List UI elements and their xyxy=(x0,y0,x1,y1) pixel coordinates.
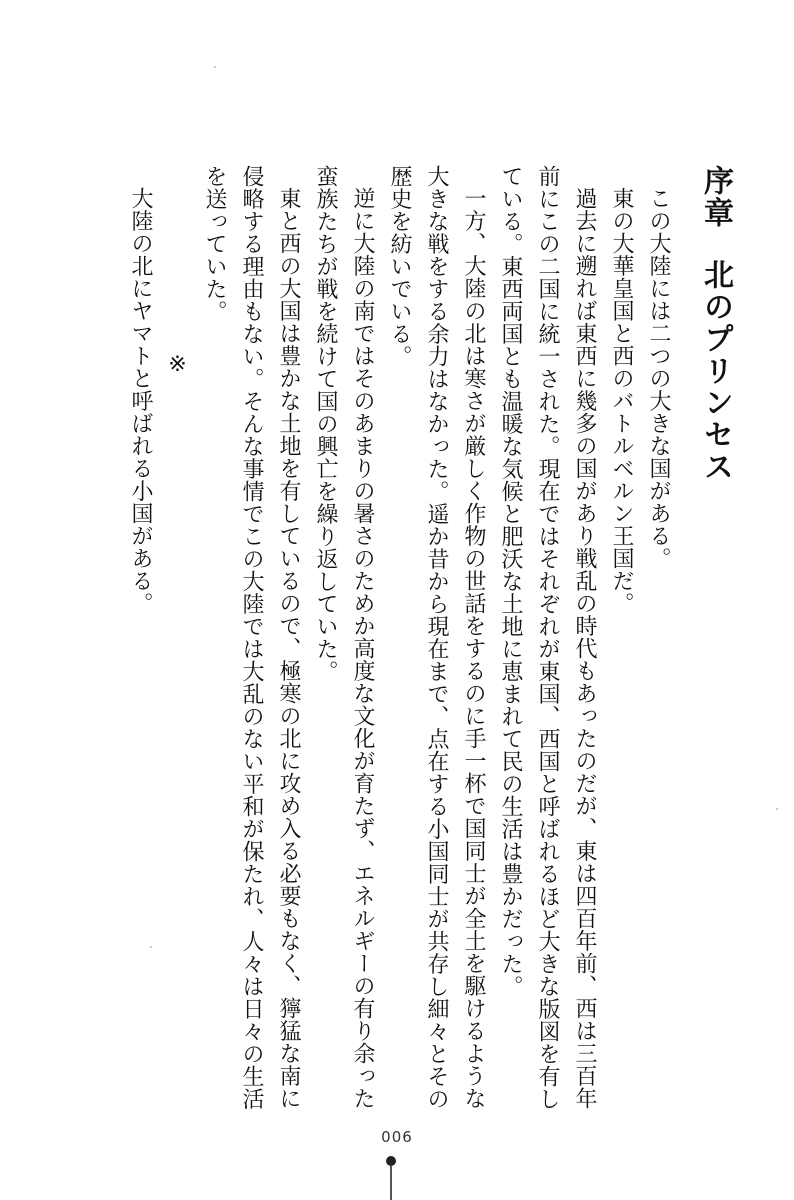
chapter-heading xyxy=(697,165,734,1125)
paragraph: 大陸の北にヤマトと呼ばれる小国がある。 xyxy=(128,187,153,615)
paragraph: この大陸には二つの大きな国がある。 xyxy=(646,187,671,570)
chapter-label: 序章 xyxy=(698,165,733,229)
paragraph: 過去に遡れば東西に幾多の国があり戦乱の時代もあったのだが、東は四百年前、西は三百年前にこの二国に統一された。現在ではそれぞれが東国、西国と呼ばれるほど大きな版図を有している。東西両国とも温暖な気候と肥沃な土地に恵まれて民の生活は豊かだった。 xyxy=(498,165,597,1110)
paper-speck xyxy=(776,808,778,810)
section-separator: ※ xyxy=(165,352,190,378)
paragraph: 東の大華皇国と西のバトルベルン王国だ。 xyxy=(609,187,634,615)
paragraph: 東と西の大国は豊かな土地を有しているので、極寒の北に攻め入る必要もなく、獰猛な南に侵略する理由もない。そんな事情でこの大陸では大乱のない平和が保たれ、人々は日々の生活を送っていた。 xyxy=(202,165,301,1110)
page-marker-line xyxy=(390,1166,392,1200)
paper-speck xyxy=(214,66,216,68)
vertical-text-block xyxy=(122,165,734,1125)
page-number: 006 xyxy=(381,1128,413,1146)
paragraph: 逆に大陸の南ではそのあまりの暑さのためか高度な文化が育たず、エネルギーの有り余った蛮族たちが戦を続けて国の興亡を繰り返していた。 xyxy=(313,165,375,1110)
paragraph: 一方、大陸の北は寒さが厳しく作物の世話をするのに手一杯で国同士が全土を駆けるような大きな戦をする余力はなかった。遥か昔から現在まで、点在する小国同士が共存し細々とその歴史を紡いでいる。 xyxy=(387,165,486,1110)
page-marker-dot xyxy=(386,1156,396,1166)
chapter-title: 北のプリンセス xyxy=(698,259,733,483)
